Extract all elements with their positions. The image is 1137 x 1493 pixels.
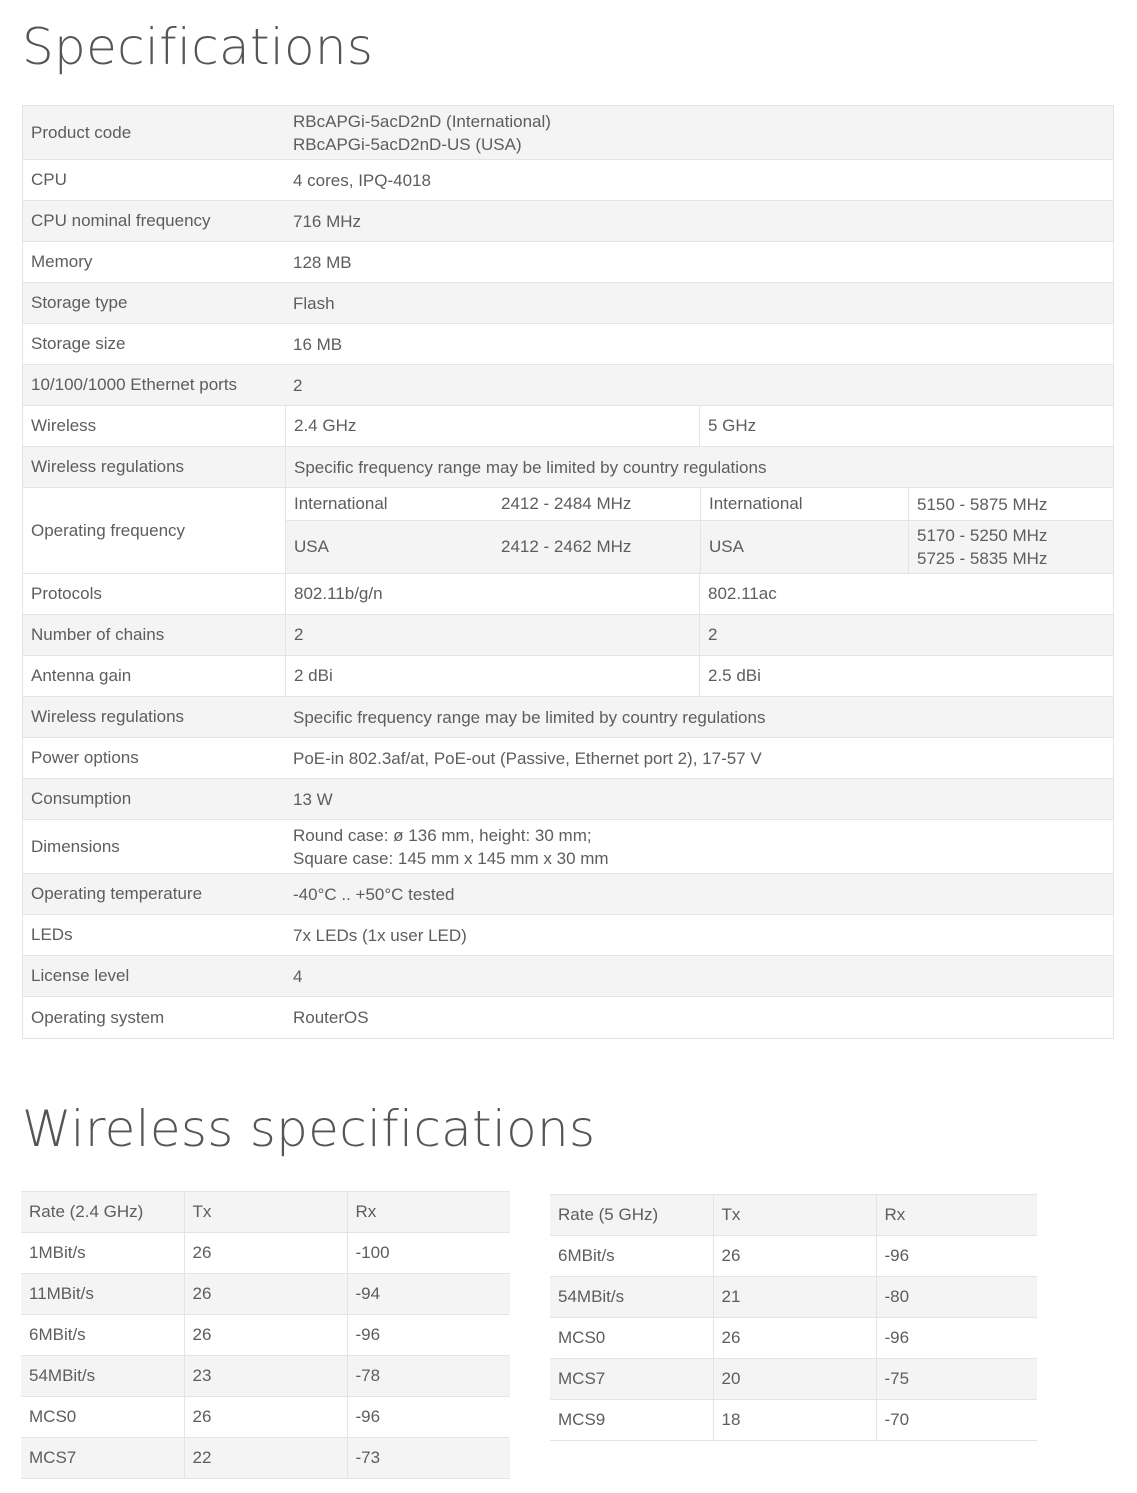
- spec-value: -40°C .. +50°C tested: [293, 884, 455, 904]
- spec-row-memory: [23, 242, 1113, 283]
- cell-tx: 26: [184, 1233, 347, 1274]
- cell-rx: -80: [876, 1277, 1037, 1318]
- cell-rx: -75: [876, 1359, 1037, 1400]
- cell-rate: MCS7: [21, 1438, 184, 1479]
- table-row: [550, 1277, 1037, 1318]
- spec-label: Operating system: [31, 1007, 165, 1027]
- table-row: [21, 1274, 510, 1315]
- spec-row-leds: [23, 915, 1113, 956]
- spec-value: 4 cores, IPQ-4018: [293, 170, 431, 190]
- spec-value-2ghz: 2 dBi: [285, 656, 699, 696]
- table-header-row: [21, 1192, 510, 1233]
- spec-label: Operating temperature: [31, 884, 203, 903]
- spec-label: LEDs: [31, 925, 73, 944]
- spec-label: Wireless regulations: [31, 457, 185, 476]
- cell-rx: -96: [876, 1236, 1037, 1277]
- spec-label: Operating frequency: [31, 520, 186, 540]
- spec-label: Storage type: [31, 293, 128, 312]
- cell-rx: -70: [876, 1400, 1037, 1441]
- spec-label: Memory: [31, 252, 93, 271]
- spec-value-line: Round case: ø 136 mm, height: 30 mm;: [293, 825, 592, 845]
- spec-row-chains: [23, 615, 1113, 656]
- table-row: [21, 1233, 510, 1274]
- spec-row-cpu: [23, 160, 1113, 201]
- cell-tx: 18: [713, 1400, 876, 1441]
- spec-row-storage-size: [23, 324, 1113, 365]
- frequency-row-usa: [286, 521, 1113, 573]
- header-tx: Tx: [713, 1195, 876, 1236]
- spec-row-ethernet-ports: [23, 365, 1113, 406]
- spec-row-product-code: [23, 106, 1113, 160]
- spec-value: 13 W: [293, 789, 333, 809]
- spec-row-consumption: [23, 779, 1113, 820]
- range-5ghz: [908, 521, 1113, 573]
- spec-value: 2: [293, 375, 303, 395]
- table-row: [21, 1397, 510, 1438]
- cell-tx: 20: [713, 1359, 876, 1400]
- spec-value-2ghz: 802.11b/g/n: [285, 574, 699, 614]
- spec-row-license-level: [23, 956, 1113, 997]
- spec-value-5ghz: 5 GHz: [699, 406, 1113, 446]
- spec-label: Wireless regulations: [31, 707, 185, 726]
- range-2ghz: 2412 - 2484 MHz: [501, 494, 632, 513]
- cell-tx: 26: [184, 1397, 347, 1438]
- spec-value: PoE-in 802.3af/at, PoE-out (Passive, Ethernet port 2), 17-57 V: [293, 748, 762, 768]
- region-2ghz: International: [294, 494, 388, 513]
- wireless-table-5ghz: [550, 1194, 1037, 1441]
- spec-value: RouterOS: [293, 1008, 369, 1027]
- cell-rx: -96: [347, 1397, 510, 1438]
- region-2ghz: USA: [294, 537, 329, 556]
- cell-rate: 54MBit/s: [550, 1277, 713, 1318]
- frequency-row-international: [286, 488, 1113, 521]
- spec-row-antenna-gain: [23, 656, 1113, 697]
- spec-row-cpu-frequency: [23, 201, 1113, 242]
- table-row: [550, 1236, 1037, 1277]
- spec-value-5ghz: 802.11ac: [699, 574, 1113, 614]
- spec-label: Dimensions: [31, 836, 120, 856]
- spec-row-operating-temperature: [23, 874, 1113, 915]
- range-line: 5725 - 5835 MHz: [917, 549, 1048, 568]
- spec-label: Antenna gain: [31, 666, 132, 685]
- range-5ghz: [908, 488, 1113, 520]
- spec-label: Consumption: [31, 789, 132, 808]
- cell-rate: 6MBit/s: [550, 1236, 713, 1277]
- spec-label: Product code: [31, 122, 132, 142]
- cell-rate: MCS7: [550, 1359, 713, 1400]
- spec-label: Protocols: [31, 584, 102, 603]
- table-row: [21, 1438, 510, 1479]
- cell-rate: 11MBit/s: [21, 1274, 184, 1315]
- region-5ghz: USA: [700, 521, 908, 573]
- cell-rx: -78: [347, 1356, 510, 1397]
- spec-value: [285, 106, 1113, 159]
- spec-value: 16 MB: [293, 334, 343, 354]
- cell-rate: MCS9: [550, 1400, 713, 1441]
- table-header-row: [550, 1195, 1037, 1236]
- spec-label: Number of chains: [31, 625, 165, 644]
- spec-label: Power options: [31, 748, 139, 767]
- cell-rate: 1MBit/s: [21, 1233, 184, 1274]
- spec-label: License level: [31, 966, 130, 985]
- header-rx: Rx: [876, 1195, 1037, 1236]
- spec-value: [285, 820, 1113, 873]
- cell-tx: 26: [184, 1274, 347, 1315]
- wireless-specifications-title: Wireless specifications: [22, 1100, 596, 1158]
- spec-row-operating-system: [23, 997, 1113, 1038]
- spec-value: 716 MHz: [293, 211, 362, 231]
- spec-row-protocols: [23, 574, 1113, 615]
- header-rate: Rate (5 GHz): [550, 1195, 713, 1236]
- cell-tx: 26: [713, 1318, 876, 1359]
- cell-rx: -100: [347, 1233, 510, 1274]
- header-rx: Rx: [347, 1192, 510, 1233]
- spec-row-dimensions: [23, 820, 1113, 874]
- spec-row-wireless-regulations: [23, 697, 1113, 738]
- spec-row-power-options: [23, 738, 1113, 779]
- spec-row-wireless-regulations: [23, 447, 1113, 488]
- specifications-table: [22, 105, 1114, 1039]
- cell-rate: MCS0: [550, 1318, 713, 1359]
- spec-value: 7x LEDs (1x user LED): [293, 925, 467, 945]
- cell-rx: -94: [347, 1274, 510, 1315]
- spec-value-5ghz: 2.5 dBi: [699, 656, 1113, 696]
- range-line: 5170 - 5250 MHz: [917, 526, 1048, 545]
- wireless-table-2ghz: [21, 1191, 510, 1479]
- spec-value-line: RBcAPGi-5acD2nD (International): [293, 111, 551, 131]
- range-2ghz: 2412 - 2462 MHz: [501, 537, 632, 556]
- spec-value-5ghz: 2: [699, 615, 1113, 655]
- cell-tx: 26: [713, 1236, 876, 1277]
- cell-rx: -96: [347, 1315, 510, 1356]
- spec-label: Storage size: [31, 334, 126, 353]
- spec-value: 128 MB: [293, 252, 352, 272]
- frequency-grid: [285, 488, 1113, 573]
- spec-value: Specific frequency range may be limited by country regulations: [293, 707, 766, 727]
- spec-value: Specific frequency range may be limited by country regulations: [285, 447, 1113, 487]
- table-row: [550, 1318, 1037, 1359]
- header-tx: Tx: [184, 1192, 347, 1233]
- spec-label: CPU: [31, 170, 67, 189]
- spec-row-wireless: [23, 406, 1113, 447]
- cell-rx: -96: [876, 1318, 1037, 1359]
- spec-value: 4: [293, 966, 303, 986]
- spec-value-2ghz: 2: [285, 615, 699, 655]
- spec-label: 10/100/1000 Ethernet ports: [31, 375, 238, 394]
- spec-label: CPU nominal frequency: [31, 211, 211, 230]
- table-row: [550, 1400, 1037, 1441]
- region-5ghz: International: [700, 488, 908, 520]
- cell-tx: 23: [184, 1356, 347, 1397]
- range-line: 5150 - 5875 MHz: [917, 494, 1048, 514]
- spec-label: Wireless: [31, 416, 97, 435]
- table-row: [21, 1356, 510, 1397]
- header-rate: Rate (2.4 GHz): [21, 1192, 184, 1233]
- cell-rate: 6MBit/s: [21, 1315, 184, 1356]
- table-row: [21, 1315, 510, 1356]
- cell-tx: 21: [713, 1277, 876, 1318]
- cell-tx: 26: [184, 1315, 347, 1356]
- cell-tx: 22: [184, 1438, 347, 1479]
- cell-rate: 54MBit/s: [21, 1356, 184, 1397]
- cell-rate: MCS0: [21, 1397, 184, 1438]
- spec-value-line: Square case: 145 mm x 145 mm x 30 mm: [293, 848, 609, 868]
- table-row: [550, 1359, 1037, 1400]
- spec-value-2ghz: 2.4 GHz: [285, 406, 699, 446]
- cell-rx: -73: [347, 1438, 510, 1479]
- specifications-title: Specifications: [22, 18, 374, 76]
- spec-row-operating-frequency: [23, 488, 1113, 574]
- spec-value-line: RBcAPGi-5acD2nD-US (USA): [293, 134, 522, 154]
- spec-value: Flash: [293, 293, 335, 313]
- spec-row-storage-type: [23, 283, 1113, 324]
